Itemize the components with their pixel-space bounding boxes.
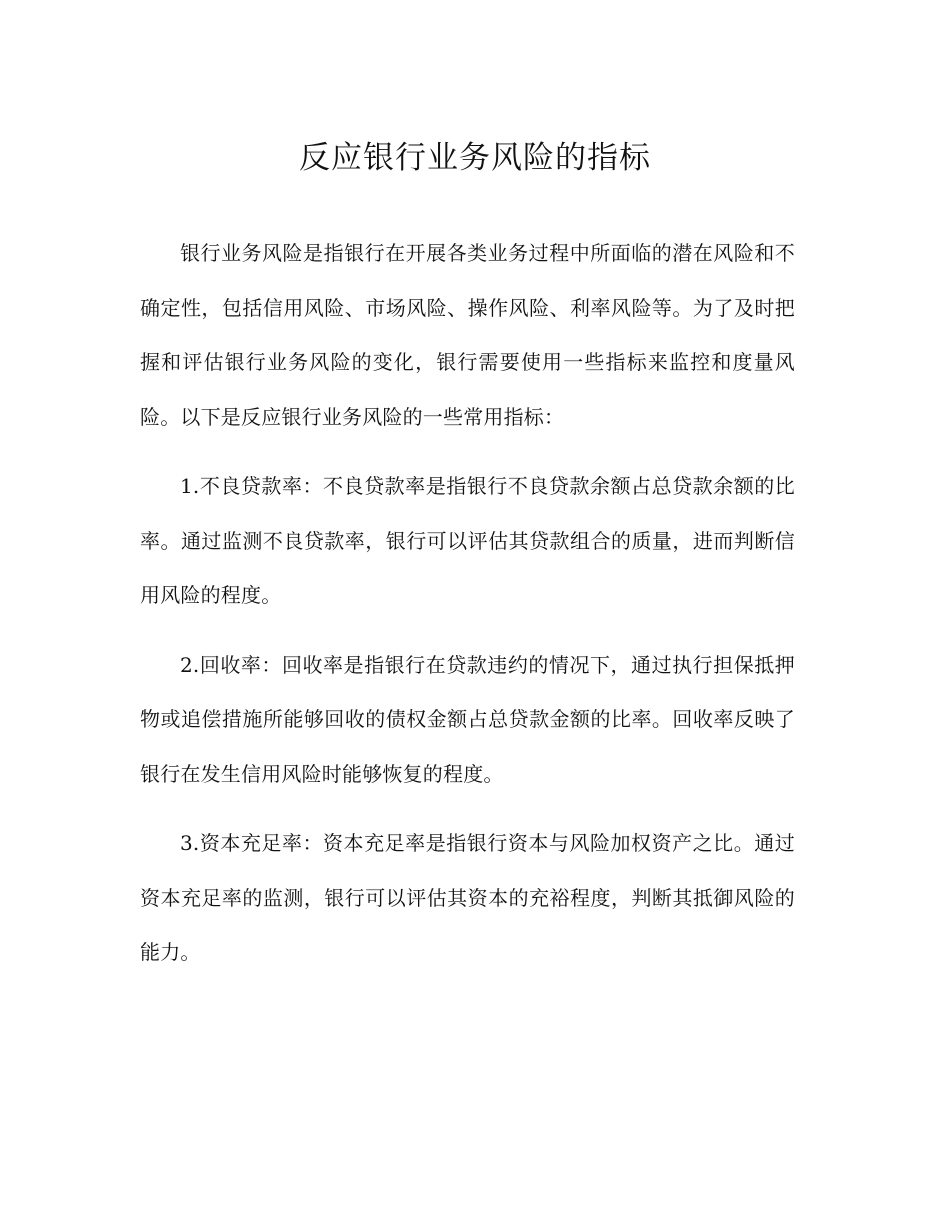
capital-adequacy-paragraph: 3.资本充足率：资本充足率是指银行资本与风险加权资产之比。通过资本充足率的监测，银行可以评估其资本的充裕程度，判断其抵御风险的能力。 — [140, 831, 795, 964]
document-body — [140, 226, 795, 980]
document-title: 反应银行业务风险的指标 — [299, 140, 651, 176]
npl-ratio-paragraph: 1.不良贷款率：不良贷款率是指银行不良贷款余额占总贷款余额的比率。通过监测不良贷款率，银行可以评估其贷款组合的质量，进而判断信用风险的程度。 — [140, 474, 795, 607]
recovery-rate-paragraph: 2.回收率：回收率是指银行在贷款违约的情况下，通过执行担保抵押物或追偿措施所能够回收的债权金额占总贷款金额的比率。回收率反映了银行在发生信用风险时能够恢复的程度。 — [140, 652, 795, 786]
intro-paragraph: 银行业务风险是指银行在开展各类业务过程中所面临的潜在风险和不确定性，包括信用风险、市场风险、操作风险、利率风险等。为了及时把握和评估银行业务风险的变化，银行需要使用一些指标来监控和度量风险。以下是反应银行业务风险的一些常用指标： — [140, 241, 795, 429]
